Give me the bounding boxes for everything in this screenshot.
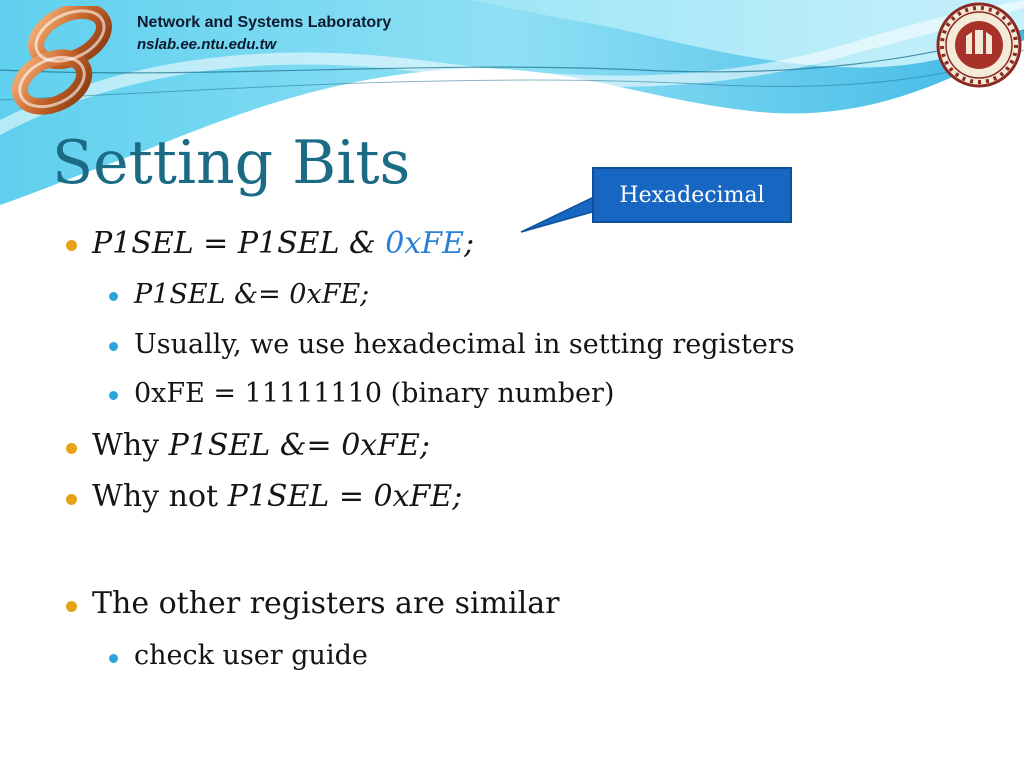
bullet-prefix: Why not xyxy=(92,479,219,514)
bullet-other-registers: The other registers are similar xyxy=(92,586,560,621)
bullet-code: P1SEL &= 0xFE; xyxy=(168,428,431,463)
bullet-code: P1SEL = 0xFE; xyxy=(227,479,463,514)
bullet-dot xyxy=(66,240,77,251)
sub-bullet-dot xyxy=(109,391,118,400)
lab-url: nslab.ee.ntu.edu.tw xyxy=(137,36,277,53)
bullet-why xyxy=(92,428,430,463)
bullet-text-end: ; xyxy=(464,226,475,261)
bullet-dot xyxy=(66,443,77,454)
bullet-dot xyxy=(66,494,77,505)
hexadecimal-callout: Hexadecimal xyxy=(592,167,792,223)
sub-bullet-user-guide: check user guide xyxy=(134,640,368,671)
sub-bullet-compound-and: P1SEL &= 0xFE; xyxy=(134,279,370,310)
bullet-p1sel-assignment xyxy=(92,226,474,261)
bullet-dot xyxy=(66,601,77,612)
nslab-infinity-logo-icon xyxy=(8,6,120,116)
bullet-prefix: Why xyxy=(92,428,160,463)
hex-value: 0xFE xyxy=(385,226,465,261)
bullet-why-not xyxy=(92,479,462,514)
sub-bullet-hex-usage: Usually, we use hexadecimal in setting registers xyxy=(134,329,795,360)
sub-bullet-binary: 0xFE = 11111110 (binary number) xyxy=(134,378,615,409)
lab-name: Network and Systems Laboratory xyxy=(137,14,392,31)
sub-bullet-dot xyxy=(109,342,118,351)
bullet-text: P1SEL = P1SEL & xyxy=(92,226,376,261)
university-seal-icon xyxy=(936,2,1022,88)
sub-bullet-dot xyxy=(109,654,118,663)
slide-title: Setting Bits xyxy=(52,128,411,198)
sub-bullet-dot xyxy=(109,292,118,301)
